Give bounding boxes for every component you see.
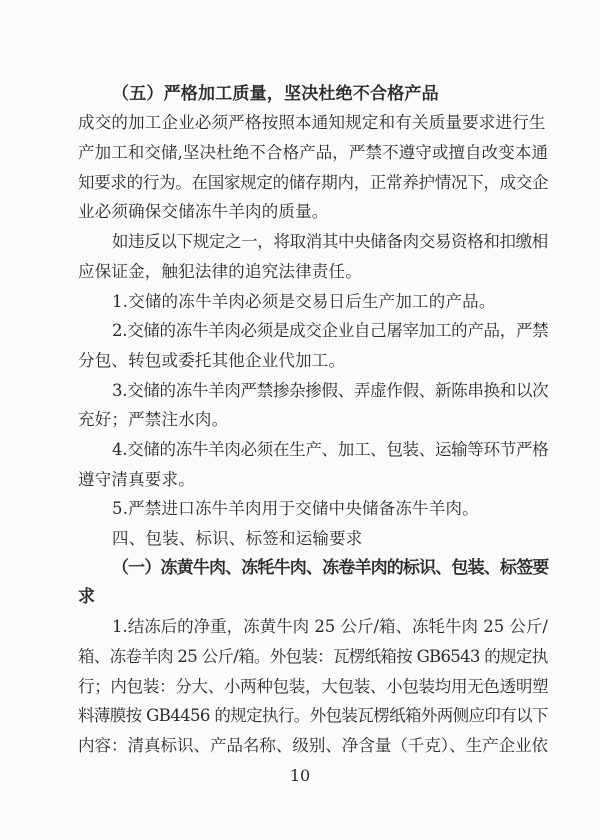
page-number: 10 [289, 766, 311, 785]
list-item-2-cont: 分包、转包或委托其他企业代加工。 [78, 351, 346, 370]
list-item-4-cont: 遵守清真要求。 [78, 470, 195, 489]
list-item-3-cont: 充好；严禁注水肉。 [78, 410, 229, 429]
paragraph-line: 内容：清真标识、产品名称、级别、净含量（千克）、生产企业依 [78, 736, 549, 755]
paragraph-line: 箱、冻卷羊肉 25 公斤/箱。外包装：瓦楞纸箱按 GB6543 的规定执 [78, 647, 548, 666]
list-item-3: 3.交储的冻牛羊肉严禁掺杂掺假、弄虚作假、新陈串换和以次 [112, 381, 549, 400]
paragraph-line: 业必须确保交储冻牛羊肉的质量。 [78, 202, 329, 221]
section-heading-quality: （五）严格加工质量，坚决杜绝不合格产品 [112, 84, 439, 104]
paragraph-line: 应保证金，触犯法律的追究法律责任。 [78, 262, 362, 281]
list-item-2: 2.交储的冻牛羊肉必须是成交企业自己屠宰加工的产品，严禁 [112, 321, 549, 340]
paragraph-line: 料薄膜按 GB4456 的规定执行。外包装瓦楞纸箱外两侧应印有以下 [78, 706, 548, 725]
paragraph-line: 行；内包装：分大、小两种包装，大包装、小包装均用无色透明塑 [78, 677, 549, 696]
subsection-heading-labeling: （一）冻黄牛肉、冻牦牛肉、冻卷羊肉的标识、包装、标签要 [112, 558, 549, 578]
paragraph-line: 知要求的行为。在国家规定的储存期内，正常养护情况下，成交企 [78, 173, 549, 192]
paragraph-line: 成交的加工企业必须严格按照本通知规定和有关质量要求进行生 [78, 113, 546, 132]
paragraph-line: 1.结冻后的净重，冻黄牛肉 25 公斤/箱、冻牦牛肉 25 公斤/ [112, 617, 548, 636]
list-item-5: 5.严禁进口冻牛羊肉用于交储中央储备冻牛羊肉。 [112, 499, 479, 518]
paragraph-line: 产加工和交储,坚决杜绝不合格产品，严禁不遵守或擅自改变本通 [78, 143, 549, 162]
list-item-1: 1.交储的冻牛羊肉必须是交易日后生产加工的产品。 [112, 292, 496, 311]
section-heading-packaging: 四、包装、标识、标签和运输要求 [112, 529, 363, 548]
list-item-4: 4.交储的冻牛羊肉必须在生产、加工、包装、运输等环节严格 [112, 440, 549, 459]
subsection-heading-labeling-cont: 求 [78, 587, 96, 607]
paragraph-line: 如违反以下规定之一，将取消其中央储备肉交易资格和扣缴相 [112, 232, 548, 251]
